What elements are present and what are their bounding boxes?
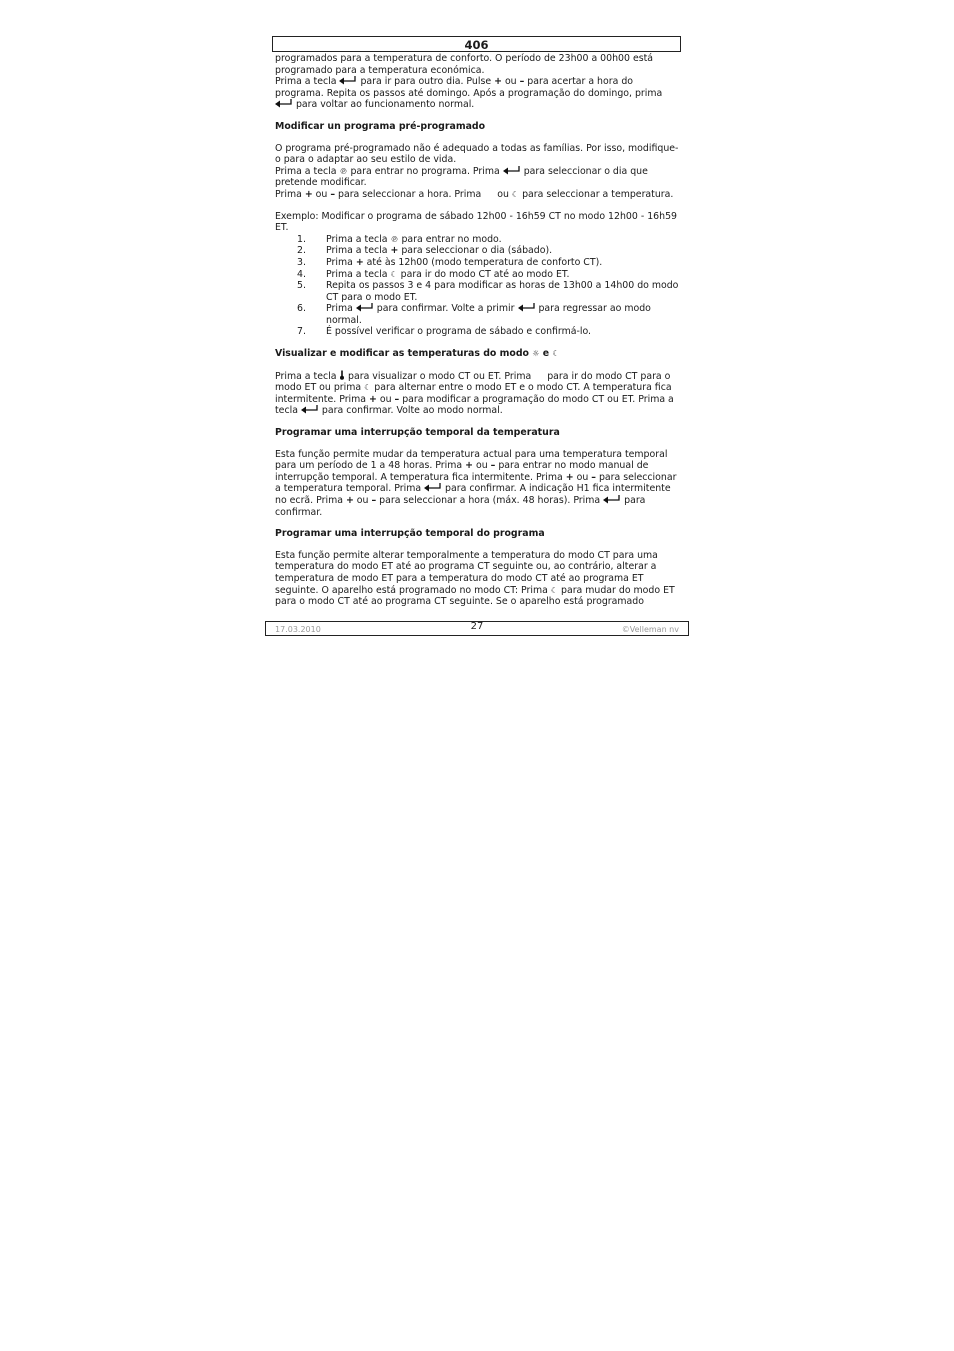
- list-item: 5. Repita os passos 3 e 4 para modificar as horas de 13h00 a 14h00 do modo CT para o modo ET.: [297, 280, 679, 303]
- intro-line: programados para a temperatura de conforto. O período de 23h00 a 00h00 está programado para a temperatura económica.: [275, 53, 654, 76]
- enter-key-icon: [339, 76, 357, 85]
- document-body: [275, 53, 683, 608]
- list-item: 3. Prima + até às 12h00 (modo temperatura de conforto CT).: [297, 256, 603, 268]
- list-item: 2. Prima a tecla + para seleccionar o dia (sábado).: [297, 245, 553, 257]
- sun-icon: ☼: [532, 349, 540, 359]
- section1-paragraph: O programa pré-programado não é adequado a todas as famílias. Por isso, modifique-o para o adaptar ao seu estilo de vida.: [275, 142, 679, 166]
- enter-key-icon: [518, 303, 536, 312]
- section1-paragraph: Prima + ou – para seleccionar a hora. Prima ou ☾ para seleccionar a temperatura.: [275, 188, 674, 200]
- section-heading: Programar uma interrupção temporal da temperatura: [275, 427, 560, 439]
- program-key-icon: ℗: [339, 166, 348, 176]
- moon-icon: ☾: [390, 269, 398, 279]
- enter-key-icon: [603, 495, 621, 504]
- section3-paragraph: Esta função permite mudar da temperatura actual para uma temperatura temporal para um período de 1 a 48 horas. Prima + ou – para entrar no modo manual de interrupção temporal. A temperatura fica intermitente. Prima + ou – para seleccionar a temperatura temporal. Prima para confirmar. A indicação H1 fica intermitente no ecrã. Prima + ou – para seleccionar a hora (máx. 48 horas). Prima para confirmar.: [275, 448, 677, 518]
- moon-icon: ☾: [511, 189, 520, 199]
- enter-key-icon: [356, 303, 374, 312]
- page-number: 27: [470, 621, 484, 632]
- list-item: 4. Prima a tecla ☾ para ir do modo CT até ao modo ET.: [297, 268, 570, 280]
- intro-paragraph: Prima a tecla para ir para outro dia. Pulse + ou – para acertar a hora do programa. Repita os passos até domingo. Após a programação do domingo, prima para voltar ao funcionamento normal.: [275, 76, 663, 111]
- enter-key-icon: [503, 166, 521, 175]
- footer-date: 17.03.2010: [275, 625, 321, 634]
- moon-icon: ☾: [550, 585, 559, 595]
- enter-key-icon: [301, 405, 319, 414]
- page-footer: [265, 621, 689, 636]
- section-heading: Visualizar e modificar as temperaturas do modo ☼ e ☾: [275, 348, 560, 360]
- section-heading: Programar uma interrupção temporal do programa: [275, 528, 545, 540]
- moon-icon: ☾: [364, 383, 372, 393]
- list-item: 1. Prima a tecla ℗ para entrar no modo.: [297, 233, 502, 245]
- list-item: 6. Prima para confirmar. Volte a primir para regressar ao modo normal.: [297, 303, 651, 326]
- page-reference-header: 406: [272, 36, 681, 52]
- section1-paragraph: Prima a tecla ℗ para entrar no programa. Prima para seleccionar o dia que pretende modificar.: [275, 165, 648, 189]
- enter-key-icon: [275, 99, 293, 108]
- footer-copyright: ©Velleman nv: [621, 625, 679, 634]
- list-item: 7. É possível verificar o programa de sábado e confirmá-lo.: [297, 326, 592, 338]
- section2-paragraph: Prima a tecla para visualizar o modo CT ou ET. Prima para ir do modo CT para o modo ET ou prima ☾ para alternar entre o modo ET e o modo CT. A temperatura fica intermitente. Prima + ou – para modificar a programação do modo CT ou ET. Prima a tecla para confirmar. Volte ao modo normal.: [275, 370, 674, 417]
- program-key-icon: ℗: [390, 234, 399, 244]
- section-heading: Modificar un programa pré-programado: [275, 120, 486, 132]
- example-text: Exemplo: Modificar o programa de sábado 12h00 - 16h59 CT no modo 12h00 - 16h59 ET.: [275, 210, 677, 234]
- moon-icon: ☾: [552, 349, 560, 359]
- section4-paragraph: Esta função permite alterar temporalmente a temperatura do modo CT para uma temperatura do modo ET até ao programa CT seguinte ou, ao contrário, alterar a temperatura de modo ET para a temperatura do modo CT até ao programa ET seguinte. O aparelho está programado no modo CT: Prima ☾ para mudar do modo ET para o modo CT até ao programa CT seguinte. Se o aparelho está programado: [275, 549, 675, 608]
- thermometer-icon: [339, 372, 348, 381]
- steps-list: [275, 234, 683, 338]
- enter-key-icon: [424, 483, 442, 492]
